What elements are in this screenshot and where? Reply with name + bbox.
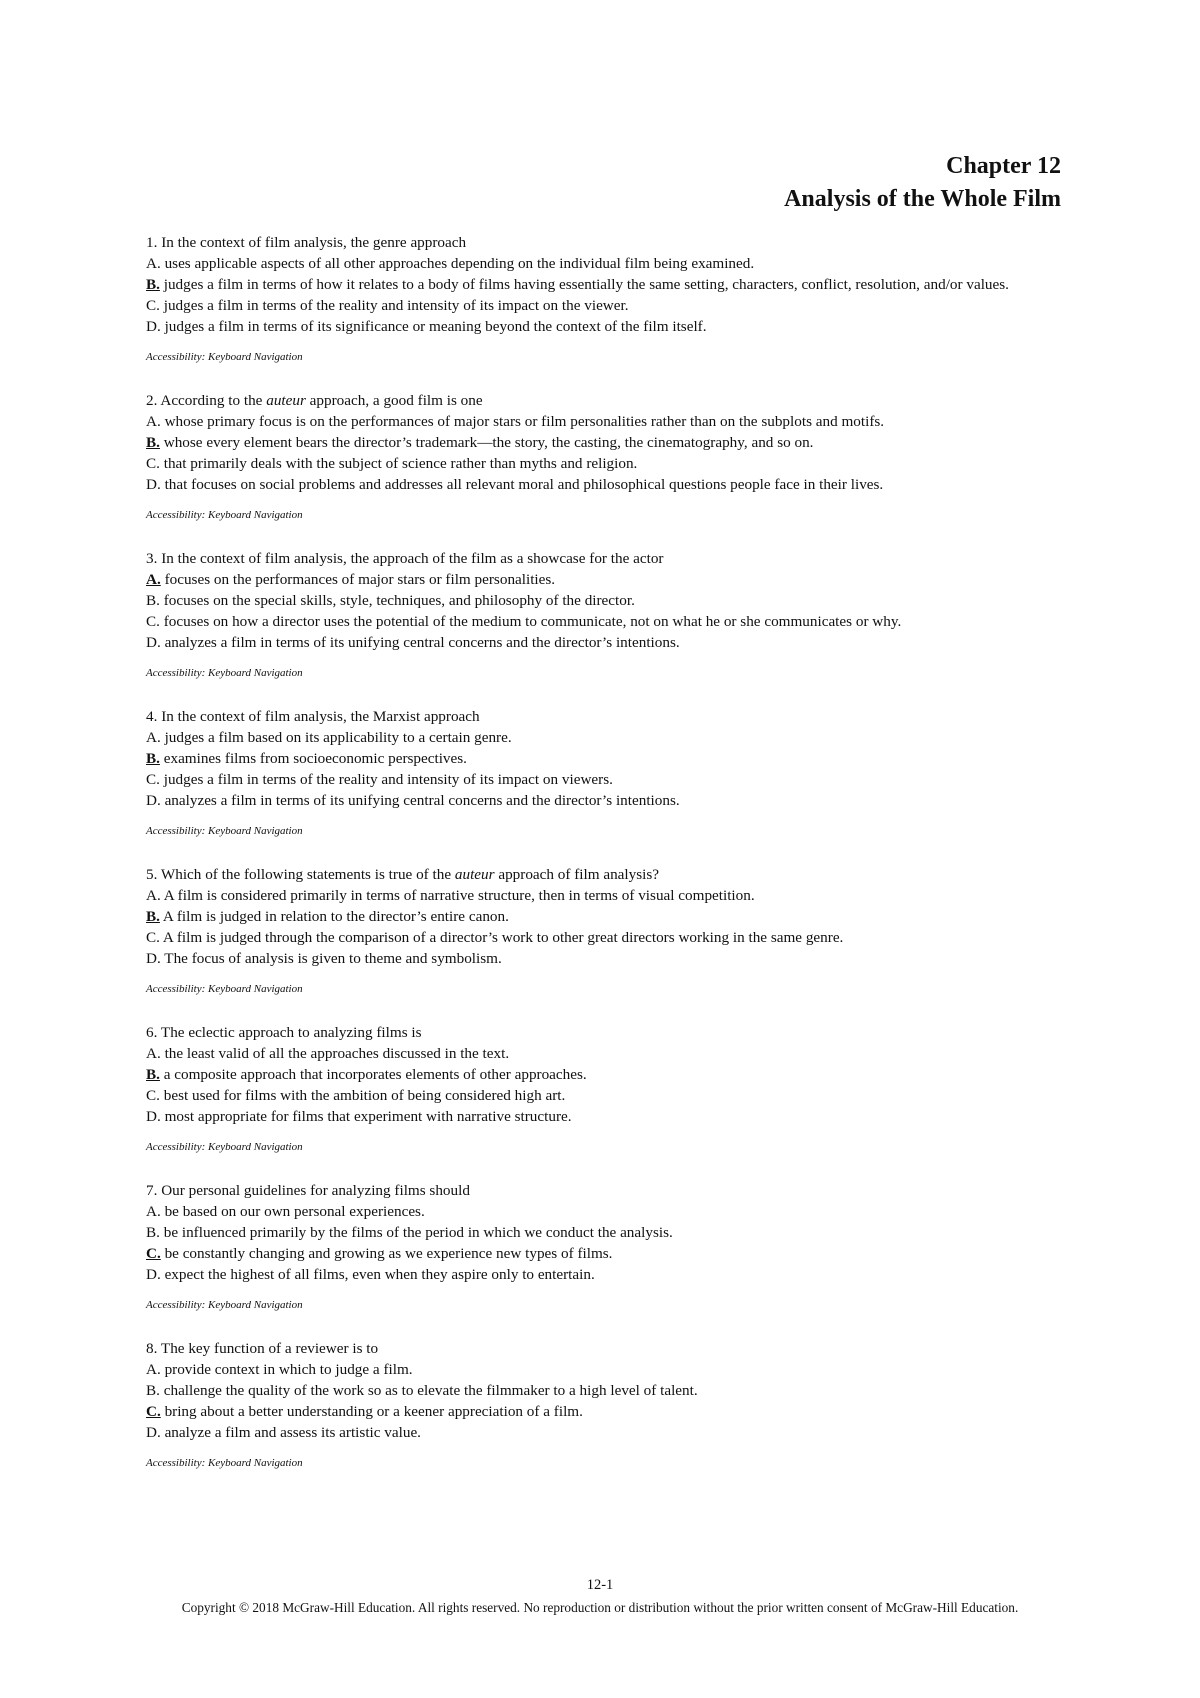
answer-letter: A. (146, 413, 161, 430)
answer-text: analyzes a film in terms of its unifying central concerns and the director’s intentions. (164, 792, 680, 809)
answer-letter: A. (146, 255, 161, 272)
answer-option (146, 885, 1076, 906)
question-block (146, 232, 1076, 364)
question-list (146, 232, 1076, 1496)
answer-option (146, 1359, 1076, 1380)
answer-option (146, 253, 1076, 274)
answer-text: judges a film in terms of how it relates to a body of films having essentially the same setting, characters, conflict, resolution, and/or values. (163, 276, 1009, 293)
question-block (146, 390, 1076, 522)
answer-text: that focuses on social problems and addresses all relevant moral and philosophical questions people face in their lives. (164, 476, 884, 493)
answer-option (146, 1264, 1076, 1285)
question-block (146, 1180, 1076, 1312)
answer-text: A film is judged through the comparison of a director’s work to other great directors working in the same genre. (162, 929, 844, 946)
copyright-notice: Copyright © 2018 McGraw-Hill Education. All rights reserved. No reproduction or distribution without the prior written consent of McGraw-Hill Education. (181, 1600, 1019, 1615)
question-stem: 1. In the context of film analysis, the genre approach (146, 234, 467, 251)
answer-text: The focus of analysis is given to theme and symbolism. (164, 950, 502, 967)
accessibility-note: Accessibility: Keyboard Navigation (146, 351, 303, 363)
answer-text: be based on our own personal experiences. (164, 1203, 425, 1220)
answer-text: judges a film in terms of its significance or meaning beyond the context of the film itself. (164, 318, 707, 335)
question-stem: 8. The key function of a reviewer is to (146, 1340, 379, 1357)
accessibility-note: Accessibility: Keyboard Navigation (146, 825, 303, 837)
answer-letter: C. (146, 455, 160, 472)
answer-option (146, 1222, 1076, 1243)
answer-text: focuses on how a director uses the potential of the medium to communicate, not on what he or she communicates or why. (163, 613, 902, 630)
answer-letter: A. (146, 1361, 161, 1378)
correct-answer-letter: B. (146, 1066, 160, 1083)
question-stem-text: 2. According to the (146, 392, 267, 409)
answer-letter: D. (146, 792, 161, 809)
answer-letter: C. (146, 613, 160, 630)
question-stem-italic: auteur (266, 392, 306, 409)
accessibility-note: Accessibility: Keyboard Navigation (146, 509, 303, 521)
answer-text: best used for films with the ambition of being considered high art. (163, 1087, 566, 1104)
correct-answer-letter: A. (146, 571, 161, 588)
question-block (146, 1338, 1076, 1470)
correct-answer-letter: C. (146, 1403, 161, 1420)
accessibility-note: Accessibility: Keyboard Navigation (146, 1457, 303, 1469)
answer-text: analyze a film and assess its artistic value. (164, 1424, 421, 1441)
answer-option (146, 569, 1076, 590)
answer-letter: C. (146, 1087, 160, 1104)
answer-text: challenge the quality of the work so as to elevate the filmmaker to a high level of talent. (163, 1382, 698, 1399)
correct-answer-letter: C. (146, 1245, 161, 1262)
answer-option (146, 316, 1076, 337)
answer-option (146, 1380, 1076, 1401)
question-stem-italic: auteur (454, 866, 495, 883)
answer-option (146, 474, 1076, 495)
answer-option (146, 1243, 1076, 1264)
answer-text: focuses on the special skills, style, techniques, and philosophy of the director. (163, 592, 635, 609)
answer-option (146, 1422, 1076, 1443)
answer-letter: C. (146, 771, 160, 788)
answer-text: A film is considered primarily in terms of narrative structure, then in terms of visual competition. (163, 887, 755, 904)
question-stem (146, 864, 1076, 885)
answer-option (146, 611, 1076, 632)
answer-option (146, 411, 1076, 432)
answer-letter: B. (146, 1382, 160, 1399)
answer-letter: D. (146, 950, 161, 967)
answer-letter: A. (146, 887, 161, 904)
question-block (146, 548, 1076, 680)
accessibility-note: Accessibility: Keyboard Navigation (146, 1299, 303, 1311)
answer-option (146, 1401, 1076, 1422)
answer-option (146, 432, 1076, 453)
answer-option (146, 948, 1076, 969)
answer-text: whose every element bears the director’s trademark—the story, the casting, the cinematography, and so on. (163, 434, 814, 451)
answer-letter: C. (146, 297, 160, 314)
answer-letter: B. (146, 1224, 160, 1241)
question-stem: 4. In the context of film analysis, the Marxist approach (146, 708, 480, 725)
answer-option (146, 1043, 1076, 1064)
accessibility-note: Accessibility: Keyboard Navigation (146, 983, 303, 995)
answer-text: uses applicable aspects of all other approaches depending on the individual film being examined. (164, 255, 755, 272)
answer-text: be influenced primarily by the films of the period in which we conduct the analysis. (163, 1224, 673, 1241)
answer-option (146, 590, 1076, 611)
answer-option (146, 727, 1076, 748)
answer-option (146, 1106, 1076, 1127)
accessibility-note: Accessibility: Keyboard Navigation (146, 1141, 303, 1153)
answer-option (146, 790, 1076, 811)
question-stem-text: approach of film analysis? (494, 866, 660, 883)
answer-text: focuses on the performances of major stars or film personalities. (164, 571, 556, 588)
correct-answer-letter: B. (146, 750, 160, 767)
correct-answer-letter: B. (146, 276, 160, 293)
answer-text: that primarily deals with the subject of science rather than myths and religion. (163, 455, 638, 472)
answer-text: the least valid of all the approaches discussed in the text. (164, 1045, 510, 1062)
answer-text: judges a film in terms of the reality and intensity of its impact on the viewer. (163, 297, 629, 314)
question-stem (146, 390, 1076, 411)
question-block (146, 1022, 1076, 1154)
answer-text: provide context in which to judge a film. (164, 1361, 413, 1378)
accessibility-note: Accessibility: Keyboard Navigation (146, 667, 303, 679)
question-stem-text: approach, a good film is one (305, 392, 483, 409)
answer-letter: D. (146, 1266, 161, 1283)
correct-answer-letter: B. (146, 434, 160, 451)
question-stem-text: 5. Which of the following statements is true of the (146, 866, 455, 883)
answer-text: judges a film in terms of the reality and intensity of its impact on viewers. (163, 771, 613, 788)
answer-letter: A. (146, 1045, 161, 1062)
answer-option (146, 274, 1076, 295)
question-stem: 7. Our personal guidelines for analyzing films should (146, 1182, 470, 1199)
answer-option (146, 906, 1076, 927)
chapter-number: Chapter 12 (946, 153, 1061, 179)
answer-option (146, 769, 1076, 790)
answer-letter: A. (146, 1203, 161, 1220)
answer-option (146, 632, 1076, 653)
answer-option (146, 1085, 1076, 1106)
answer-text: be constantly changing and growing as we experience new types of films. (164, 1245, 613, 1262)
answer-letter: D. (146, 476, 161, 493)
question-block (146, 706, 1076, 838)
answer-text: analyzes a film in terms of its unifying central concerns and the director’s intentions. (164, 634, 680, 651)
answer-text: judges a film based on its applicability to a certain genre. (164, 729, 512, 746)
question-stem: 3. In the context of film analysis, the approach of the film as a showcase for the actor (146, 550, 664, 567)
answer-option (146, 927, 1076, 948)
answer-letter: D. (146, 634, 161, 651)
answer-text: A film is judged in relation to the director’s entire canon. (162, 908, 509, 925)
answer-option (146, 453, 1076, 474)
answer-option (146, 748, 1076, 769)
correct-answer-letter: B. (146, 908, 160, 925)
answer-text: most appropriate for films that experiment with narrative structure. (164, 1108, 572, 1125)
answer-text: bring about a better understanding or a keener appreciation of a film. (164, 1403, 583, 1420)
chapter-heading (784, 150, 1061, 216)
question-stem: 6. The eclectic approach to analyzing films is (146, 1024, 422, 1041)
answer-option (146, 1064, 1076, 1085)
answer-letter: C. (146, 929, 160, 946)
answer-text: whose primary focus is on the performances of major stars or film personalities rather than on the subplots and motifs. (164, 413, 885, 430)
answer-option (146, 295, 1076, 316)
answer-letter: B. (146, 592, 160, 609)
answer-text: expect the highest of all films, even when they aspire only to entertain. (164, 1266, 595, 1283)
answer-letter: A. (146, 729, 161, 746)
answer-text: a composite approach that incorporates elements of other approaches. (163, 1066, 587, 1083)
chapter-title: Analysis of the Whole Film (784, 186, 1061, 212)
answer-text: examines films from socioeconomic perspectives. (163, 750, 467, 767)
question-block (146, 864, 1076, 996)
answer-option (146, 1201, 1076, 1222)
answer-letter: D. (146, 1108, 161, 1125)
answer-letter: D. (146, 318, 161, 335)
answer-letter: D. (146, 1424, 161, 1441)
page-number: 12-1 (586, 1577, 614, 1593)
